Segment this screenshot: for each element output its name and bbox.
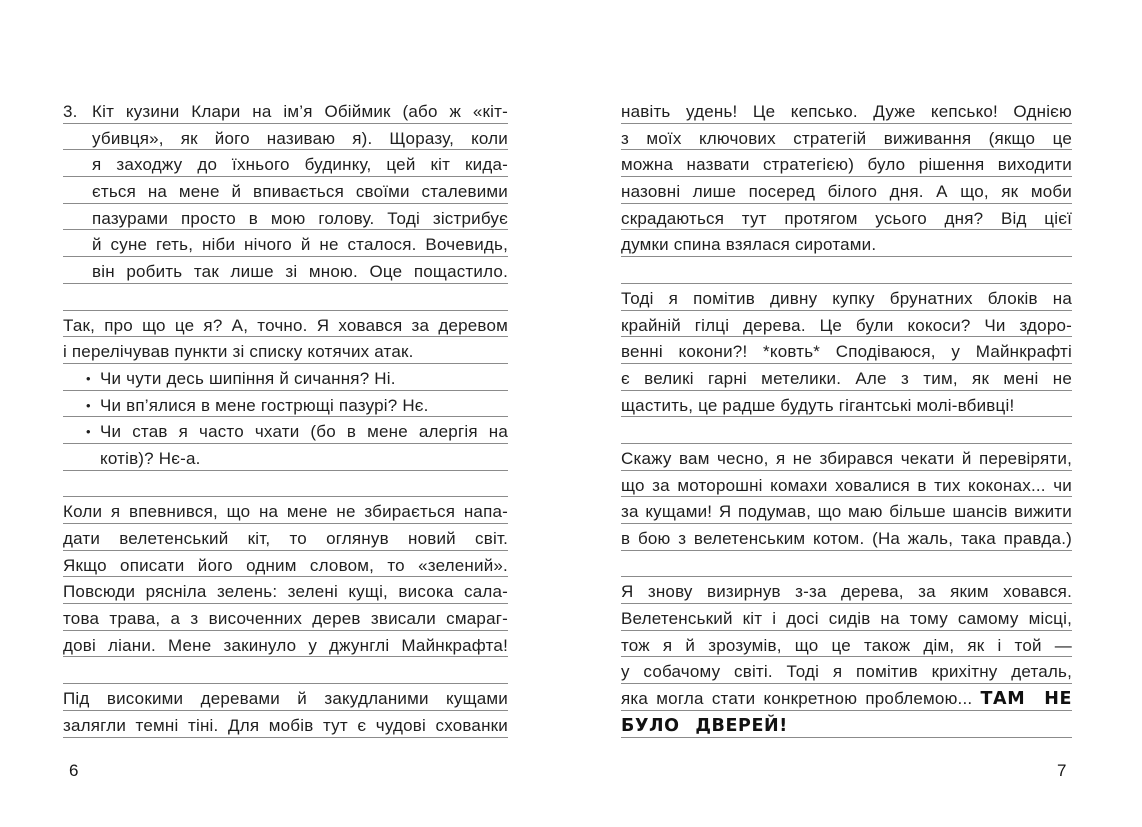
page-number-left: 6 [69, 761, 79, 780]
shout-text: БУЛО ДВЕРЕЙ! [621, 715, 788, 736]
text-line [621, 337, 1072, 364]
body-text: тож я й зрозумів, що це також дім, як і той — [621, 635, 1072, 655]
body-text: назовні лише посеред білого дня. А що, як моби [621, 182, 1072, 202]
bullet-marker-icon: • [86, 397, 91, 413]
bullet-marker-icon: • [86, 370, 91, 386]
body-text: котів)? Нє-а. [100, 448, 201, 468]
text-line [621, 177, 1072, 204]
text-line [63, 311, 508, 338]
text-line [621, 364, 1072, 391]
bullet-marker-icon: • [86, 424, 91, 440]
text-line [621, 230, 1072, 257]
body-text: дові ліани. Мене закинуло у джунглі Майнкрафта! [63, 635, 508, 655]
body-text: ється на мене й впивається своїми сталевими [92, 182, 508, 202]
body-text: Чи став я часто чхати (бо в мене алергія на [100, 422, 508, 442]
text-line [63, 337, 508, 364]
body-text: залягли темні тіні. Для мобів тут є чудові схованки [63, 715, 508, 735]
page-number-right: 7 [1057, 761, 1067, 780]
body-text: в бою з велетенським котом. (На жаль, така правда.) [621, 529, 1072, 548]
body-text: навіть удень! Це кепсько. Дуже кепсько! Однією [621, 102, 1072, 121]
body-text: яка могла стати конкретною проблемою... [621, 689, 981, 709]
text-line [621, 471, 1072, 498]
text-line [621, 391, 1072, 418]
text-line [621, 97, 1072, 124]
text-line [63, 551, 508, 578]
body-text: крайній гілці дерева. Це були кокоси? Чи здоро- [621, 315, 1072, 335]
text-line [621, 711, 1072, 738]
body-text: Кіт кузини Клари на ім’я Обіймик (або ж «кіт- [92, 102, 508, 121]
body-text: пазурами просто в мою голову. Тоді зістрибує [92, 208, 508, 228]
blank-ruled-line [621, 257, 1072, 284]
text-line [621, 444, 1072, 471]
body-text: Повсюди рясніла зелень: зелені кущі, висока сала- [63, 582, 508, 602]
body-text: я заходжу до їхнього будинку, цей кіт кида- [92, 155, 508, 175]
text-line [621, 684, 1072, 711]
body-text: є великі гарні метелики. Але з тим, як мені не [621, 368, 1072, 388]
text-line [621, 631, 1072, 658]
body-text: з моїх ключових стратегій виживання (якщо це [621, 128, 1072, 148]
blank-ruled-line [63, 471, 508, 498]
body-text: у собачому світі. Тоді я помітив крихітну деталь, [621, 662, 1072, 682]
text-line [63, 684, 508, 711]
body-text: і перелічував пункти зі списку котячих атак. [63, 342, 414, 362]
text-line [63, 177, 508, 204]
text-line [621, 124, 1072, 151]
text-line [621, 284, 1072, 311]
blank-ruled-line [621, 417, 1072, 444]
body-text: Тоді я помітив дивну купку брунатних блоків на [621, 288, 1072, 308]
body-text: дати велетенський кіт, то оглянув новий світ. [63, 529, 508, 548]
body-text: скрадаються тут протягом усього дня? Від цієї [621, 208, 1072, 228]
text-line [63, 604, 508, 631]
text-line [63, 417, 508, 444]
text-line [63, 364, 508, 391]
body-text: това трава, а з височенних дерев звисали смараг- [63, 609, 508, 629]
body-text: Я знову визирнув з-за дерева, за яким ховався. [621, 582, 1072, 602]
body-text: Якщо описати його одним словом, то «зелений». [63, 555, 508, 575]
page-left-text-column [63, 97, 508, 738]
body-text: Скажу вам чесно, я не збирався чекати й перевіряти, [621, 448, 1072, 468]
body-text: можна назвати стратегією) було рішення виходити [621, 155, 1072, 175]
text-line [63, 711, 508, 738]
text-line [63, 444, 508, 471]
body-text: Так, про що це я? А, точно. Я ховався за деревом [63, 315, 508, 335]
blank-ruled-line [63, 284, 508, 311]
text-line [621, 524, 1072, 551]
text-line [63, 230, 508, 257]
text-line [63, 257, 508, 284]
text-line [621, 657, 1072, 684]
text-line [63, 497, 508, 524]
text-line [63, 150, 508, 177]
body-text: за кущами! Я подумав, що маю більше шансів вижити [621, 502, 1072, 522]
text-line [63, 204, 508, 231]
blank-ruled-line [621, 551, 1072, 578]
text-line [621, 604, 1072, 631]
text-line [63, 97, 508, 124]
body-text: що за моторошні комахи ховалися в тих коконах... чи [621, 475, 1072, 495]
blank-ruled-line [63, 657, 508, 684]
body-text: думки спина взялася сиротами. [621, 235, 877, 255]
page-right-text-column [621, 97, 1072, 738]
text-line [63, 631, 508, 658]
body-text: щастить, це радше будуть гігантські молі-вбивці! [621, 395, 1015, 415]
text-line [63, 124, 508, 151]
text-line [63, 391, 508, 418]
text-line [63, 577, 508, 604]
body-text: Чи вп’ялися в мене гострющі пазурі? Нє. [100, 395, 429, 415]
text-line [621, 497, 1072, 524]
body-text: убивця», як його називаю я). Щоразу, коли [92, 128, 508, 148]
body-text: й суне геть, ніби нічого й не сталося. Вочевидь, [92, 235, 508, 255]
text-line [63, 524, 508, 551]
body-text: венні кокони?! *ковть* Сподіваюся, у Майнкрафті [621, 342, 1072, 362]
text-line [621, 311, 1072, 338]
text-line [621, 204, 1072, 231]
shout-text: ТАМ НЕ [980, 689, 1072, 710]
body-text: Коли я впевнився, що на мене не збирається напа- [63, 502, 508, 522]
body-text: Під високими деревами й закудланими кущами [63, 689, 508, 709]
text-line [621, 150, 1072, 177]
body-text: Чи чути десь шипіння й сичання? Ні. [100, 368, 396, 388]
body-text: він робить так лише зі мною. Оце пощастило. [92, 262, 508, 282]
text-line [621, 577, 1072, 604]
body-text: Велетенський кіт і досі сидів на тому самому місці, [621, 609, 1072, 629]
list-item-number: 3. [63, 102, 78, 121]
